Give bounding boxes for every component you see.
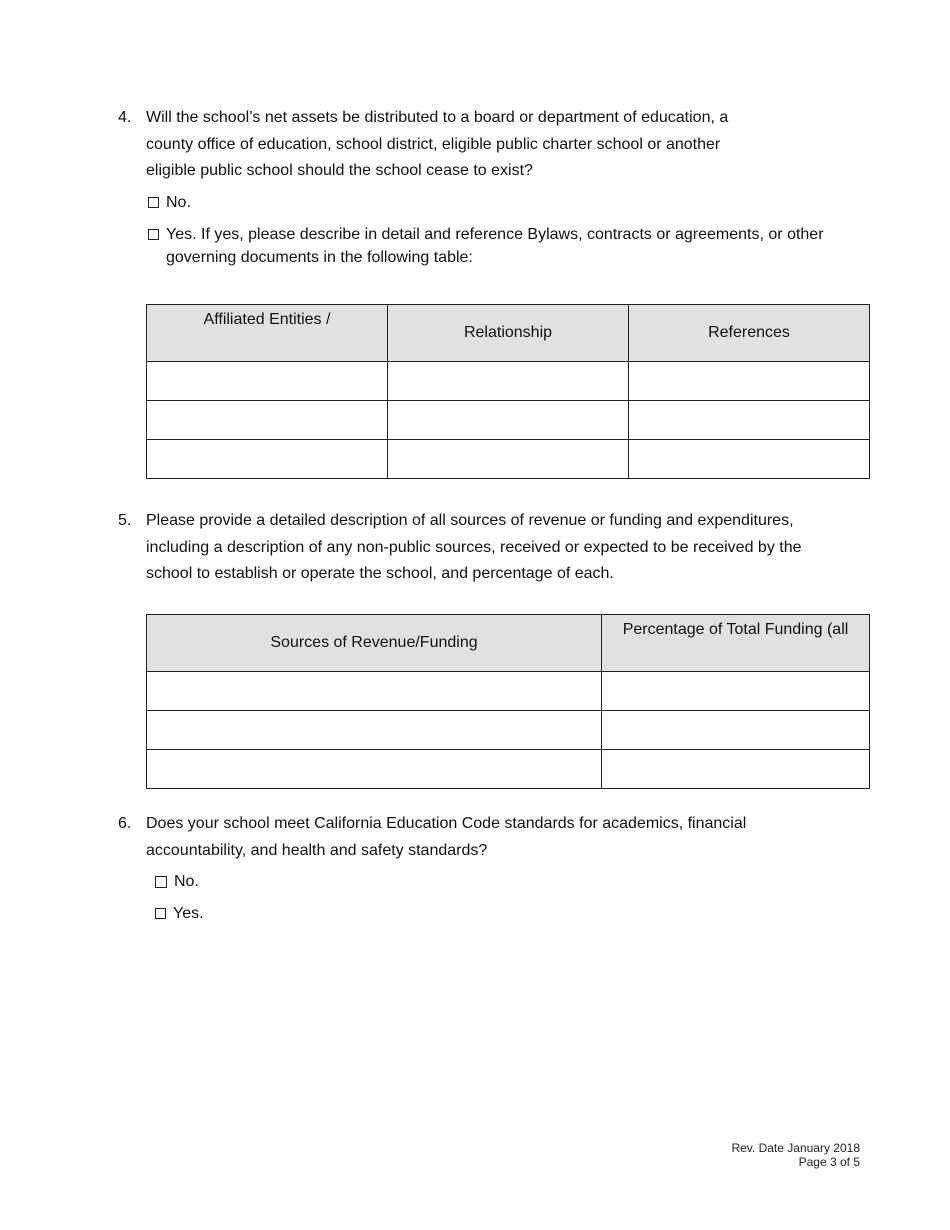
q6-no-checkbox[interactable]	[155, 876, 167, 888]
table-cell[interactable]	[147, 711, 602, 750]
q4-no-checkbox[interactable]	[148, 197, 159, 208]
q6-no-label: No.	[174, 873, 199, 890]
question-4-text	[146, 105, 803, 185]
table-cell[interactable]	[147, 362, 388, 401]
q6-yes-checkbox[interactable]	[155, 908, 166, 919]
table-row	[147, 750, 870, 789]
q4-yes-label: Yes. If yes, please describe in detail and reference Bylaws, contracts or agreements, or other	[166, 226, 824, 243]
table-cell[interactable]	[147, 440, 388, 479]
table-header-row	[147, 615, 870, 672]
question-6-line: Does your school meet California Education Code standards for academics, financial	[146, 815, 747, 832]
q4-option-no[interactable]	[148, 191, 228, 214]
q6-option-yes[interactable]	[155, 902, 235, 925]
question-6-line: accountability, and health and safety standards?	[146, 841, 488, 859]
table-cell[interactable]	[147, 750, 602, 789]
page-number: Page 3 of 5	[798, 1155, 860, 1169]
table-cell[interactable]	[147, 401, 388, 440]
q6-yes-label: Yes.	[173, 905, 204, 922]
table-row	[147, 711, 870, 750]
question-4-line: county office of education, school district, eligible public charter school or another	[146, 135, 721, 153]
question-5	[118, 508, 858, 588]
table-cell[interactable]	[629, 362, 870, 401]
table-cell[interactable]	[629, 440, 870, 479]
question-4-number: 4.	[118, 109, 132, 126]
revision-date: Rev. Date January 2018	[731, 1141, 860, 1155]
question-6	[118, 811, 818, 864]
table-row	[147, 440, 870, 479]
header-relationship: Relationship	[388, 305, 629, 362]
question-6-number: 6.	[118, 815, 132, 832]
q4-no-label: No.	[166, 194, 191, 211]
affiliated-entities-table	[146, 304, 870, 479]
table-row	[147, 362, 870, 401]
question-4	[118, 105, 808, 185]
table-cell[interactable]	[602, 711, 870, 750]
page-footer	[731, 1141, 860, 1169]
table-cell[interactable]	[147, 672, 602, 711]
question-5-text	[146, 508, 858, 588]
table-cell[interactable]	[629, 401, 870, 440]
table-header-row	[147, 305, 870, 362]
table-row	[147, 401, 870, 440]
question-5-line: Please provide a detailed description of all sources of revenue or funding and expenditures,	[146, 512, 794, 529]
question-5-line: school to establish or operate the school, and percentage of each.	[146, 565, 614, 582]
question-4-line: Will the school’s net assets be distributed to a board or department of education, a	[146, 109, 729, 126]
header-percentage-total-funding: Percentage of Total Funding (all	[602, 615, 870, 672]
q6-option-no[interactable]	[155, 870, 235, 893]
question-4-line: eligible public school should the school cease to exist?	[146, 162, 533, 179]
header-affiliated-entities: Affiliated Entities /	[147, 305, 388, 362]
q4-yes-label-cont: governing documents in the following table:	[166, 249, 473, 266]
question-6-text	[146, 811, 816, 864]
question-5-number: 5.	[118, 512, 132, 529]
table-cell[interactable]	[602, 750, 870, 789]
table-cell[interactable]	[388, 440, 629, 479]
q4-option-yes[interactable]	[148, 223, 878, 269]
table-cell[interactable]	[388, 362, 629, 401]
header-sources-of-revenue: Sources of Revenue/Funding	[147, 615, 602, 672]
question-5-line: including a description of any non-public sources, received or expected to be received by the	[146, 538, 802, 556]
table-cell[interactable]	[388, 401, 629, 440]
table-row	[147, 672, 870, 711]
q4-yes-checkbox[interactable]	[148, 229, 159, 240]
table-cell[interactable]	[602, 672, 870, 711]
header-references: References	[629, 305, 870, 362]
revenue-sources-table	[146, 614, 870, 789]
